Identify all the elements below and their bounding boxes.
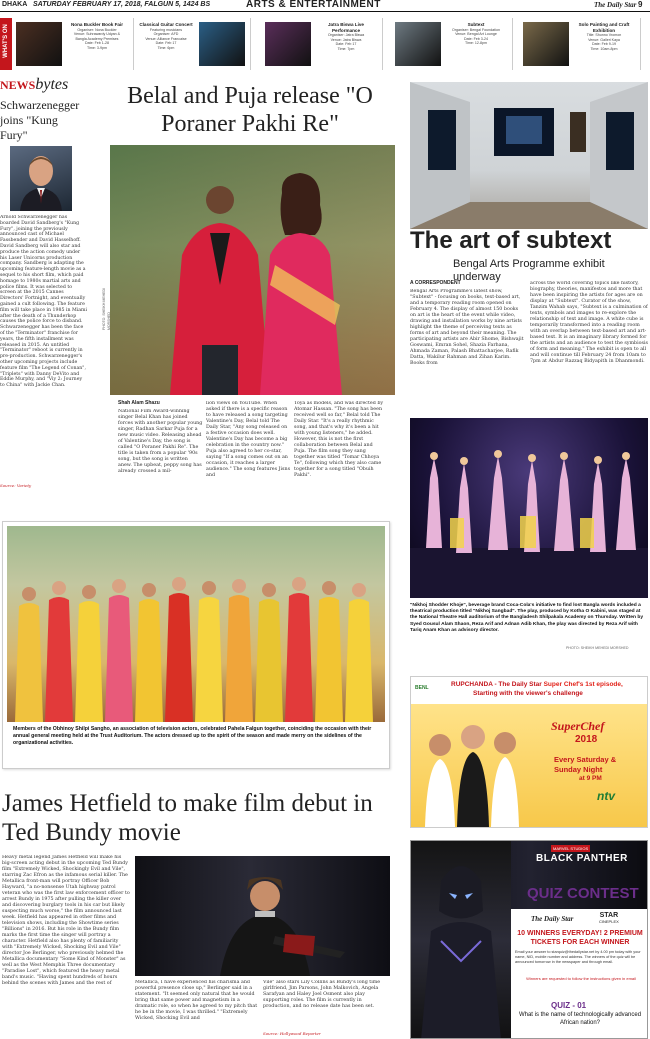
masthead-date: SATURDAY FEBRUARY 17, 2018, FALGUN 5, 1424 BS xyxy=(33,1,211,8)
superchef-logo: SuperChef xyxy=(551,719,605,733)
whats-on-detail: Date: Feb 9-19 xyxy=(592,42,616,47)
whats-on-title: Solo Painting and Craft Exhibition xyxy=(578,22,630,33)
nikhoj-caption: "Nikhoj Shodder Khoje", beverage brand Coca-Cola's initiative to find lost Bangla words included a theatrical production titled "Nikhoj Sangbad". The play, produced by Kotha O Kabini, was staged at the National Theatre Hall auditorium of the Bangladesh Shilpakala Academy on Thursday. Written by Syed Gousul Alam Shaon, Reza Arif and Adnan Adib Khan, the play was directed by Reza Arif with Tariq Anam Khan as advisory director. xyxy=(410,603,644,633)
subtext-subhead: Bengal Arts Programme exhibit underway xyxy=(453,258,605,283)
chef-photo xyxy=(415,707,530,827)
whats-on-detail: Date: Feb 17 xyxy=(155,41,177,46)
whats-on-title: Subtext xyxy=(467,22,485,27)
newsbytes-headline: Schwarzenegger joins "Kung Fury" xyxy=(0,98,80,142)
hetfield-col3: Vile" also stars Lily Collins as Bundy's long time girlfriend, Jim Parsons, John Malkovich, Angela Sarafyan and Haley Joel Osment also play supporting roles. The film is currently in production, and no release date has been set. xyxy=(263,980,381,1009)
hetfield-col1: Heavy metal legend James Hetfield will make his big-screen acting debut in the upcoming Ted Bundy film "Extremely Wicked, Shockingly Evil and Vile", starring Zac Efron as the infamous serial killer. The Metallica front-man will portray Officer Bob Hayward, "a no-nonsense Utah highway patrol veteran who was the first law enforcement officer to arrest Bundy in 1975 after pulling the killer over and discovering burglary tools in his car but likely suspecting much worse," the film announced last week. Hetfield has appeared in other films and television shows, including the Showtime series "Billions" in 2016. But his role in the Bundy film marks the first time the singer will portray a character. Hetfield also has plenty of familiarity with "Extremely Wicked, Shocking Evil and Vile" director Joe Berlinger, who previously helmed the Metallica documentary "Some Kind of Monster" as well as the West Memphis Three documentary "Paradise Lost", which featured the heavy metal band's music. "Having spent hundreds of hours behind the scenes with James and the rest of xyxy=(2,855,130,986)
whats-on-detail: Organiser: Jatra Biswa xyxy=(327,33,365,37)
newsbytes-source: Source: Variety xyxy=(0,483,32,488)
newsbytes-label-news: NEWS xyxy=(0,78,36,92)
belal-col3: Toya as models, and was directed by Atomar Hassan. "The song has been received well so far," Belal told The Daily Star. "It's a really rhythmic song, and that's why it's been a hit with young listeners," he added. However, this is not the first collaboration between Belal and Puja. The film song they sang together was titled "Tomar Chhoya Te", following which they also came together for a song titled "Obuih Pakhi". xyxy=(294,401,384,478)
whats-on-detail: Venue: Suhrawardy Udyan & xyxy=(73,32,121,37)
whats-on-title: Nona Buckler Book Fair xyxy=(70,22,124,27)
subtext-col1: Bengal Arts Programme's latest show, "Subtext" - focusing on books, text-based art, and a temporary reading room opened on February 4. The display of almost 150 books on art is the heart of the event while video, drawing and installation works by nine artists highlight the theme of perceiving texts as forms of art and beyond their meaning. The participating artists are Abir Shome, Bishwajit Goswami, Emran Sohel, Shazia Farhana, Ahmada Zaman, Palash Bhattacharjee, Rafik Datta, Wakilur Rahman and Zihan Karim. Books from xyxy=(410,289,524,366)
whats-on-detail: Time: 10am-8pm xyxy=(590,46,618,51)
whats-on-detail: Organiser: Bengal Foundation xyxy=(452,27,500,32)
whats-on-detail: Time: 3-9pm xyxy=(86,45,108,50)
whats-on-detail: Date: Feb 17 xyxy=(335,42,357,47)
nikhoj-stage-photo xyxy=(410,418,648,598)
whats-on-detail: Featuring musicians xyxy=(149,27,183,32)
quiz-question: What is the name of technologically advanced African nation? xyxy=(518,1012,642,1026)
whats-on-detail: Organiser: Nona Buckler xyxy=(77,27,117,32)
whats-on-item xyxy=(393,18,513,70)
ntv-logo: ntv xyxy=(597,789,615,803)
schedule-line2: Sunday Night xyxy=(554,765,603,774)
belal-col2: lion views on YouTube. When asked if there is a specific reason to have released a song targeting Valentine's Day, Belal told The Daily Star, "Any song released on a festive occasion does well. Valentine's Day has become a big celebration in the country now." Puja also agreed to her co-star, saying "If a song comes out on an occasion, it reaches a larger audience." The song features Jisns and xyxy=(206,401,291,478)
newsbytes-column xyxy=(0,76,90,496)
whats-on-thumbnail xyxy=(395,22,441,66)
sponsor-daily-star: The Daily Star xyxy=(531,915,574,923)
whats-on-detail: Time: 7pm xyxy=(337,46,355,51)
whats-on-thumbnail xyxy=(199,22,245,66)
whats-on-label: WHAT'S ON xyxy=(0,18,12,70)
whats-on-detail: Venue: Alliance Francaise xyxy=(145,36,187,41)
sponsor-star: STAR CINEPLEX xyxy=(599,912,619,924)
rupchanda-top: RUPCHANDA - The Daily Star Super Chef's 1st episode, xyxy=(451,681,623,688)
whats-on-detail: Bangla Academy Premises xyxy=(75,36,119,41)
quiz-contest-title: QUIZ CONTEST xyxy=(527,885,639,902)
panther-figure xyxy=(411,841,511,1039)
whats-on-thumbnail xyxy=(16,22,62,66)
schwarzenegger-photo xyxy=(10,146,72,211)
schedule-time: at 9 PM xyxy=(579,775,602,782)
hetfield-headline: James Hetfield to make film debut in Ted Bundy movie xyxy=(2,790,373,846)
obhinoy-caption: Members of the Obhinoy Shilpi Sangho, an association of television actors, celebrated Pahela Falgun together, coinciding the occasion with their annual general meeting held at the Trust Auditorium. The actors dressed up to the spirit of the season and made merry on the sidelines of the organizational activities. xyxy=(13,726,372,746)
rupchanda-top2: Starting with the viewer's challenge xyxy=(473,690,583,697)
whats-on-thumbnail xyxy=(523,22,569,66)
whats-on-detail: Date: Feb 1-28 xyxy=(85,41,109,46)
quiz-number: QUIZ - 01 xyxy=(551,1001,587,1010)
nikhoj-credit: PHOTO: SHEIKH MEHEDI MORSHED xyxy=(566,646,629,650)
newsbytes-body: Arnold Schwarzenegger has boarded David Sandberg's "Kung Fury", joining the previously announced cast of Michael Fassbender and David Hasselhoff. David Sandberg will also star and produce the action comedy under his Laser Unicorns production company. Sandberg is adapting the upcoming feature-length movie as a sequel to his short film, which paid homage to 1980s martial arts and police films. It was selected to screen at the 2015 Cannes Directors' Fortnight, and eventually gained a cult following. The feature film will take place in 1985 in Miami after the death of a Thunderkop causes the police force to disband. Schwarzenegger has been the face of the "Terminator" franchise for years, the fifth installment was released in 2015. An untitled "Terminator" reboot is currently in pre-production. Schwarzenegger's other upcoming projects include feature film "The Legend of Conan", "Triplets" with Danny DeVito and Eddie Murphy, and "Viy 2: Journey to China" with Jackie Chan. xyxy=(0,215,87,389)
masthead xyxy=(0,0,650,12)
superchef-year: 2018 xyxy=(575,734,598,745)
winners-banner: 10 WINNERS EVERYDAY! 2 PREMIUM TICKETS FOR EACH WINNER xyxy=(517,930,643,946)
hetfield-col2: Metallica, I have experienced his charisma and powerful presence close up," Berlinger said in a statement. "It seemed only natural that he would bring that same power and magnetism in a dramatic role, so when he agreed to my pitch that he be in the movie, I was thrilled." "Extremely Wicked, Shocking Evil and xyxy=(135,980,258,1021)
whats-on-item xyxy=(263,18,383,70)
subtext-headline: The art of subtext xyxy=(410,227,612,254)
subtext-gallery-photo xyxy=(410,82,648,229)
whats-on-detail: Time: 12-8pm xyxy=(464,41,488,46)
whats-on-strip xyxy=(0,16,650,71)
hetfield-photo xyxy=(135,856,390,976)
masthead-city: DHAKA xyxy=(2,1,28,8)
subtext-byline: A CORRESPONDENT xyxy=(410,280,461,286)
belal-photo-credit: PHOTO: SHEIKH MEHEDI MORSHED xyxy=(102,288,111,330)
whats-on-detail: Title: Shunno Vromon xyxy=(586,33,622,37)
whats-on-title: Jatra Biswa Live Performance xyxy=(327,22,364,33)
whats-on-item xyxy=(521,18,641,70)
belal-col1: National Film Award-winning singer Belal Khan has joined forces with another popular young singer, Radhan Sarkar Puja for a new music video. Releasing ahead of Valentine's Day, the song is called "O Poraner Pakhi Re". The title is taken from a popular '90s song, but the song is written anew. The upbeat, peppy song has already crossed a mil- xyxy=(118,409,203,474)
black-panther-ad[interactable] xyxy=(410,840,648,1039)
whats-on-title: Classical Guitar Concert xyxy=(139,22,193,27)
whats-on-item xyxy=(14,18,134,70)
whats-on-detail: Venue: Galleri Kaya xyxy=(588,37,620,42)
whats-on-detail: Date: Feb 3-24 xyxy=(464,36,488,41)
subtext-col2: across the world covering topics like history, biography, theories, manifestos and more that have been inspiring the artists for ages are on display at "Subtext". Curator of the show, Tanzim Wahab says, "Subtext is a culmination of texts, symbols and images to re-explore the relationship of text and image. A white cube is temporarily transformed into a reading room with an overlap between text-based art and art-based text. It is an imaginary library formed for the artists and an audience to test the symbiosis of form and meaning." The exhibit is open to all and will continue till February 24 from 10am to 7pm at Abdur Razzaq Bidyapith in Dhanmondi. xyxy=(530,281,648,364)
hetfield-source: Source: Hollywood Reporter xyxy=(263,1031,321,1036)
belal-byline: Shah Alam Shazu xyxy=(118,400,160,406)
whats-on-thumbnail xyxy=(265,22,311,66)
whats-on-item xyxy=(131,18,251,70)
quiz-instructions: Email your answer to starquiz@thedailystar.net by 4.00 pm today with your name, NID, mobile number and address. The winners of the quiz will be announced tomorrow in the newspaper and through email. xyxy=(515,950,641,964)
belal-headline: Belal and Puja release "O Poraner Pakhi Re" xyxy=(127,83,373,137)
whats-on-detail: Organiser: AFD xyxy=(153,32,179,37)
rupchanda-logo: BENL xyxy=(415,685,429,691)
whats-on-detail: Venue: Bengal Art Lounge xyxy=(455,32,497,37)
rupchanda-ad[interactable] xyxy=(410,676,648,828)
page-number: 9 xyxy=(638,0,643,9)
whats-on-detail: Time: 6pm xyxy=(157,45,175,50)
obhinoy-box xyxy=(2,521,390,769)
newsbytes-label-bytes: bytes xyxy=(35,76,69,93)
whats-on-detail: Venue: Jatra Biswa xyxy=(330,37,362,42)
panther-title: BLACK PANTHER xyxy=(536,853,628,864)
marvel-logo: MARVEL STUDIOS xyxy=(553,846,589,851)
schedule-line1: Every Saturday & xyxy=(554,755,617,764)
belal-puja-photo xyxy=(110,145,395,395)
quiz-warning: Winners are requested to follow the instructions given in email xyxy=(526,976,636,981)
obhinoy-group-photo xyxy=(7,526,385,722)
section-title: ARTS & ENTERTAINMENT xyxy=(246,0,381,10)
brand-name: The Daily Star xyxy=(594,1,637,9)
